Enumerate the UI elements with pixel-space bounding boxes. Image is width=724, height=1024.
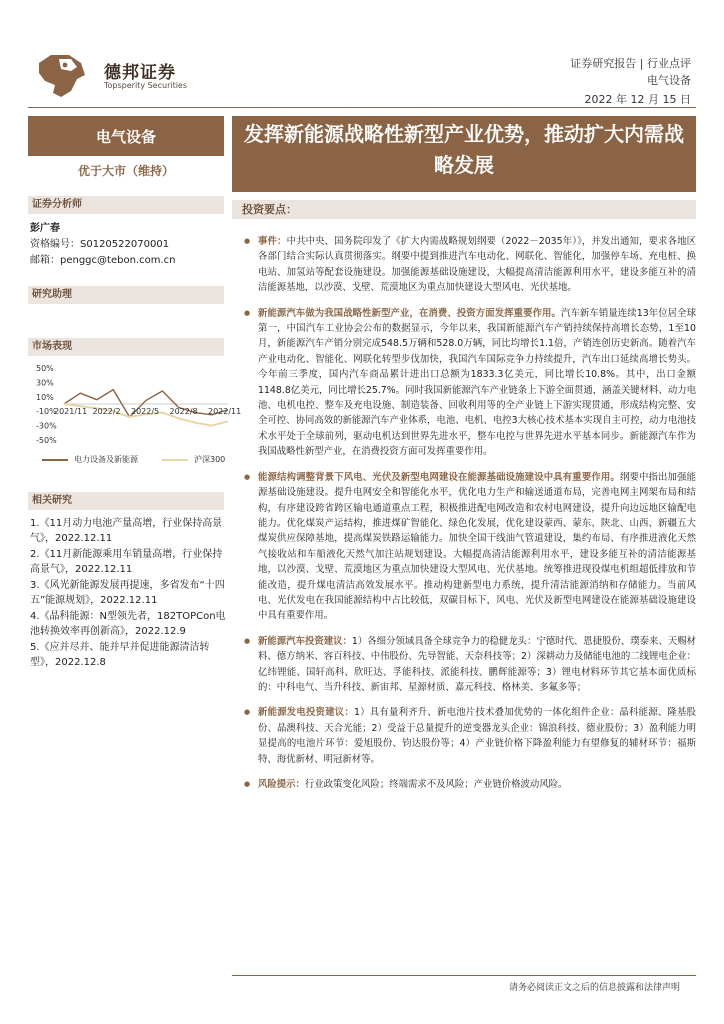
sector-label: 电气设备	[28, 116, 224, 156]
company-logo-icon	[31, 45, 93, 107]
x-tick-label: 2022/8	[169, 407, 198, 417]
x-tick-label: 2021/11	[54, 407, 88, 417]
bullet-text: 行业政策变化风险；终端需求不及风险；产业链价格波动风险。	[304, 779, 568, 790]
rating: 优于大市（维持）	[77, 164, 174, 178]
logo-text-cn: 德邦证券	[104, 63, 176, 83]
legend-swatch-index	[162, 459, 188, 461]
header-industry: 电气设备	[647, 74, 691, 87]
x-tick-label: 2022/11	[208, 407, 242, 417]
bullet-power-investment	[244, 705, 696, 767]
bullet-lead: 风险提示：	[258, 779, 305, 790]
report-type: 证券研究报告 | 行业点评	[570, 57, 691, 70]
market-heading: 市场表现	[28, 338, 224, 356]
related-research-list	[30, 516, 226, 671]
bullet-text: 纲要中指出加强能源基础设施建设。提升电网安全和智能化水平，优化电力生产和输送通道布局，完善电网主网架布局和结构，有序建设跨省跨区输电通道重点工程，积极推进配电网改造和农村电网建设，提升向边远地区输配电能力。优化煤炭产运结构，推进煤矿智能化、绿色化发展，优化建设蒙西、蒙东、陕北、山西、新疆五大煤炭供应保障基地，提高煤炭铁路运输能力。加快全国干线油气管道建设，集约布局、有序推进液化天然气接收站和车船液化天然气加注站规划建设。大幅提高清洁能源利用水平，建设多能互补的清洁能源基地，以沙漠、戈壁、荒漠地区为重点加快建设大型风电、光伏基地。统筹推进现役煤电机组超低排放和节能改造，提升煤电清洁高效发展水平。推动构建新型电力系统，提升清洁能源消纳和存储能力。当前风电、光伏发电在我国能源结构中占比较低，双碳目标下，风电、光伏及新型电网建设在能源基础设施建设中具有重要作用。	[258, 471, 696, 622]
bullet-text: 中共中央、国务院印发了《扩大内需战略规划纲要（2022－2035年）》，并发出通知，要求各地区各部门结合实际认真贯彻落实。纲要中提到推进汽车电动化、网联化、智能化，加强停车场、充电桩、换电站、加氢站等配套设施建设。加强能源基础设施建设，大幅提高清洁能源利用水平，建设多能互补的清洁能源基地，以沙漠、戈壁、荒漠地区为重点加快建设大型风电、光伏基地。	[258, 236, 696, 294]
report-title: 发挥新能源战略性新型产业优势，推动扩大内需战略发展	[232, 116, 696, 192]
bullet-energy-structure	[244, 470, 696, 624]
related-item[interactable]: 4.《晶科能源：N型领先者，182TOPCon电池转换效率再创新高》，2022.12.9	[30, 611, 226, 637]
analyst-cert: 资格编号：S0120522070001	[30, 239, 170, 250]
bullet-text: 1）具有量利齐升、新电池片技术叠加优势的一体化组件企业：晶科能源、隆基股份、晶澳科技、天合光能；2）受益于总量提升的逆变器龙头企业：锦浪科技、德业股份；3）盈利能力明显提高的电池片环节：爱旭股份、钧达股份等；4）产业链价格下降盈利能力有望修复的辅材环节：福斯特、海优新材、明冠新材等。	[258, 707, 696, 765]
analyst-heading: 证券分析师	[28, 196, 224, 214]
y-tick-label: 30%	[36, 378, 54, 388]
related-heading: 相关研究	[28, 492, 224, 510]
legend-swatch-sector	[42, 459, 68, 461]
related-item[interactable]: 5.《应并尽并、能并早并促进能源清洁转型》，2022.12.8	[30, 642, 210, 668]
bullet-text: 汽车新车销量连续13年位居全球第一，中国汽车工业协会公布的数据显示，今年以来，我国新能源汽车产销持续保持高增长态势，1至10月，新能源汽车产销分别完成548.5万辆和528.0万辆，同比均增长1.1倍，产销连创历史新高。随着汽车产业电动化、智能化、网联化转型步伐加快，我国汽车国际竞争力持续提升，汽车出口延续高增长势头。今年前三季度，国内汽车商品累计进出口总额为1833.3亿美元，同比增长10.8%。其中，出口金额1148.8亿美元，同比增长25.7%。同时我国新能源汽车产业链条上下游全面贯通，涵盖关键材料、动力电池、电机电控、整车及充电设施、制造装备、回收利用等的全产业链上下游实现贯通，形成结构完整、安全可控、协同高效的新能源汽车产业体系，电池、电机、电控3大核心技术基本实现自主可控，动力电池技术水平处于全球前列，驱动电机达到世界先进水平，整车电控与世界先进水平基本同步。新能源汽车作为我国战略性新型产业，在消费投资方面可发挥重要作用。	[258, 307, 696, 458]
footer-divider	[232, 975, 696, 976]
bullet-lead: 新能源发电投资建议：	[258, 707, 355, 719]
bullet-lead: 新能源汽车投资建议：	[258, 635, 352, 647]
y-tick-label: 50%	[36, 364, 54, 373]
bullet-event	[244, 234, 696, 296]
related-item[interactable]: 2.《11月新能源乘用车销量高增，行业保持高景气》，2022.12.11	[30, 549, 223, 575]
related-item[interactable]: 3.《风光新能源发展再提速，多省发布“十四五”能源规划》，2022.12.11	[30, 580, 225, 606]
report-date: 2022 年 12 月 15 日	[584, 93, 691, 106]
header-divider	[28, 107, 696, 108]
analyst-name: 彭广春	[30, 223, 60, 234]
bullet-lead: 新能源汽车做为我国战略性新型产业，在消费、投资方面发挥重要作用。	[258, 307, 561, 319]
bullet-risk	[244, 777, 696, 792]
y-tick-label: -10%	[36, 407, 57, 417]
bullet-text: 1）各细分领域具备全球竞争力的稳健龙头：宁德时代、恩捷股份、璞泰来、天赐材料、德方纳米、容百科技、中伟股份、先导智能、天奈科技等；2）深耕动力及储能电池的二线锂电企业：亿纬锂能、国轩高科、欣旺达、孚能科技、派能科技、鹏辉能源等；3）锂电材料环节其它基本面优质标的：中科电气、当升科技、新宙邦、星源材质、嘉元科技、格林美、多氟多等；	[258, 635, 696, 693]
analyst-email[interactable]: 邮箱：penggc@tebon.com.cn	[30, 255, 176, 266]
x-tick-label: 2022/2	[92, 407, 121, 417]
footer-disclaimer: 请务必阅读正文之后的信息披露和法律声明	[508, 983, 680, 993]
bullet-lead: 事件：	[258, 236, 287, 247]
legend-label-sector: 电力设备及新能源	[74, 455, 138, 464]
bullet-ev-investment	[244, 634, 696, 696]
y-tick-label: -50%	[36, 436, 57, 445]
y-tick-label: 10%	[36, 392, 54, 402]
bullet-ev-industry	[244, 306, 696, 460]
related-item[interactable]: 1.《11月动力电池产量高增，行业保持高景气》，2022.12.11	[30, 518, 223, 544]
assistant-heading: 研究助理	[28, 286, 224, 304]
market-performance-chart	[34, 360, 242, 455]
logo-text-en: Topsperity Securities	[104, 81, 188, 90]
chart-legend	[42, 454, 225, 465]
x-tick-label: 2022/5	[131, 407, 160, 417]
key-points-heading: 投资要点：	[232, 200, 696, 219]
bullet-lead: 能源结构调整背景下风电、光伏及新型电网建设在能源基础设施建设中具有重要作用。	[258, 471, 620, 483]
y-tick-label: -30%	[36, 421, 57, 431]
legend-label-index: 沪深300	[194, 455, 226, 464]
key-points-list	[244, 234, 696, 802]
